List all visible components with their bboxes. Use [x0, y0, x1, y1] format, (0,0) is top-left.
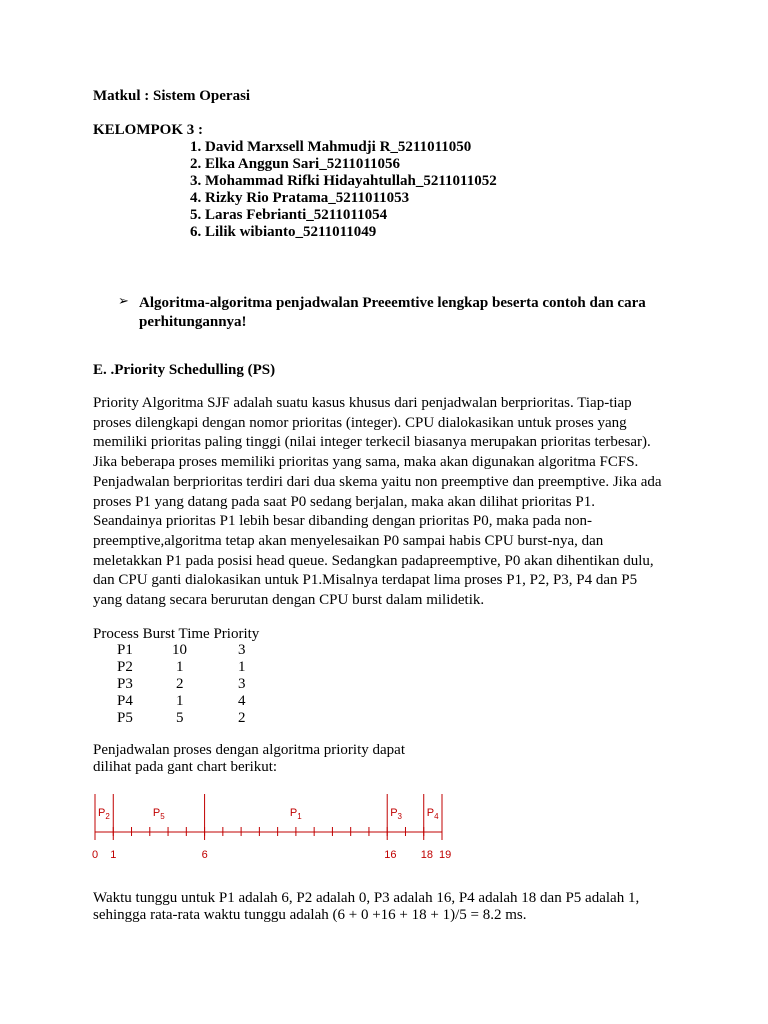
conclusion-line-1: Waktu tunggu untuk P1 adalah 6, P2 adalah 0, P3 adalah 16, P4 adalah 18 dan P5 adalah 1, — [93, 890, 640, 906]
group-label: KELOMPOK 3 : — [93, 122, 203, 138]
paragraph-line: proses dilengkapi dengan nomor prioritas (integer). CPU dialokasikan untuk proses yang — [93, 414, 627, 431]
member-item: 4. Rizky Rio Pratama_5211011053 — [190, 190, 410, 206]
gantt-tick-label: 16 — [384, 849, 397, 861]
priority-cell: 1 — [238, 659, 246, 675]
process-cell: P2 — [117, 659, 133, 675]
process-cell: P3 — [117, 676, 133, 692]
table-row — [117, 693, 246, 710]
section-heading: E. .Priority Schedulling (PS) — [93, 362, 276, 378]
member-list — [190, 139, 497, 241]
burst-cell: 1 — [176, 693, 184, 709]
gantt-chart — [90, 790, 455, 871]
member-item: 1. David Marxsell Mahmudji R_5211011050 — [190, 139, 472, 155]
arrow-bullet-icon: ➢ — [118, 294, 129, 309]
member-item: 3. Mohammad Rifki Hidayahtullah_5211011052 — [190, 173, 497, 189]
paragraph-line: Seandainya prioritas P1 lebih besar dibanding dengan prioritas P0, maka pada non- — [93, 513, 593, 530]
paragraph-line: preemptive,algoritma tetap akan menyelesaikan P0 sampai habis CPU burst-nya, dan — [93, 532, 604, 549]
gantt-segment-label: $P_4$ — [426, 807, 439, 821]
bullet-line-2: perhitungannya! — [139, 314, 247, 330]
paragraph-line: Priority Algoritma SJF adalah suatu kasus khusus dari penjadwalan berprioritas. Tiap-tiap — [93, 395, 632, 411]
paragraph-line: meletakkan P1 pada posisi head queue. Sedangkan padapreemptive, P0 akan dihentikan dulu, — [93, 552, 654, 569]
gantt-intro-line-1: Penjadwalan proses dengan algoritma priority dapat — [93, 742, 405, 758]
conclusion-line-2: sehingga rata-rata waktu tunggu adalah (6 + 0 +16 + 18 + 1)/5 = 8.2 ms. — [93, 907, 527, 923]
burst-cell: 1 — [176, 659, 184, 675]
member-item: 6. Lilik wibianto_5211011049 — [190, 224, 377, 240]
gantt-tick-label: 6 — [201, 849, 208, 861]
paragraph-line: proses P1 yang datang pada saat P0 sedang berjalan, maka akan dilihat prioritas P1. — [93, 493, 595, 510]
paragraph-line: yang datang secara berurutan dengan CPU burst dalam milidetik. — [93, 592, 485, 609]
process-table — [117, 642, 246, 727]
burst-cell: 2 — [176, 676, 184, 692]
process-cell: P1 — [117, 642, 133, 658]
body-paragraph — [93, 394, 676, 611]
gantt-tick-label: 0 — [92, 849, 99, 861]
gantt-intro-line-2: dilihat pada gant chart berikut: — [93, 759, 278, 775]
process-cell: P4 — [117, 693, 133, 709]
burst-cell: 10 — [172, 642, 187, 658]
gantt-tick-label: 1 — [110, 849, 117, 861]
member-item: 2. Elka Anggun Sari_5211011056 — [190, 156, 401, 172]
paragraph-line: Penjadwalan berprioritas terdiri dari dua skema yaitu non preemptive dan preemptive. Jika ada — [93, 473, 662, 490]
table-row — [117, 659, 246, 676]
priority-cell: 3 — [238, 676, 246, 692]
table-row — [117, 642, 246, 659]
priority-cell: 2 — [238, 710, 246, 726]
paragraph-line: Jika beberapa proses memiliki prioritas yang sama, maka akan digunakan algoritma FCFS. — [93, 454, 639, 471]
gantt-segment-label: $P_5$ — [152, 807, 165, 821]
gantt-tick-label: 19 — [439, 849, 452, 861]
gantt-chart-svg — [90, 790, 455, 866]
gantt-segment-label: $P_3$ — [390, 807, 403, 821]
process-table-header: Process Burst Time Priority — [93, 626, 260, 642]
gantt-segment-label: $P_2$ — [98, 807, 110, 821]
course-line: Matkul : Sistem Operasi — [93, 88, 251, 104]
process-cell: P5 — [117, 710, 133, 726]
gantt-tick-label: 18 — [420, 849, 433, 861]
member-item: 5. Laras Febrianti_5211011054 — [190, 207, 388, 223]
burst-cell: 5 — [176, 710, 184, 726]
table-row — [117, 676, 246, 693]
paragraph-line: dan CPU ganti dialokasikan untuk P1.Misalnya terdapat lima proses P1, P2, P3, P4 dan P5 — [93, 572, 638, 589]
priority-cell: 4 — [238, 693, 246, 709]
table-row — [117, 710, 246, 727]
paragraph-line: memiliki prioritas paling tinggi (nilai integer terkecil biasanya merupakan prioritas terbesar). — [93, 434, 651, 451]
gantt-segment-label: $P_1$ — [289, 807, 302, 821]
priority-cell: 3 — [238, 642, 246, 658]
bullet-line-1: Algoritma-algoritma penjadwalan Preeemtive lengkap beserta contoh dan cara — [139, 295, 646, 311]
